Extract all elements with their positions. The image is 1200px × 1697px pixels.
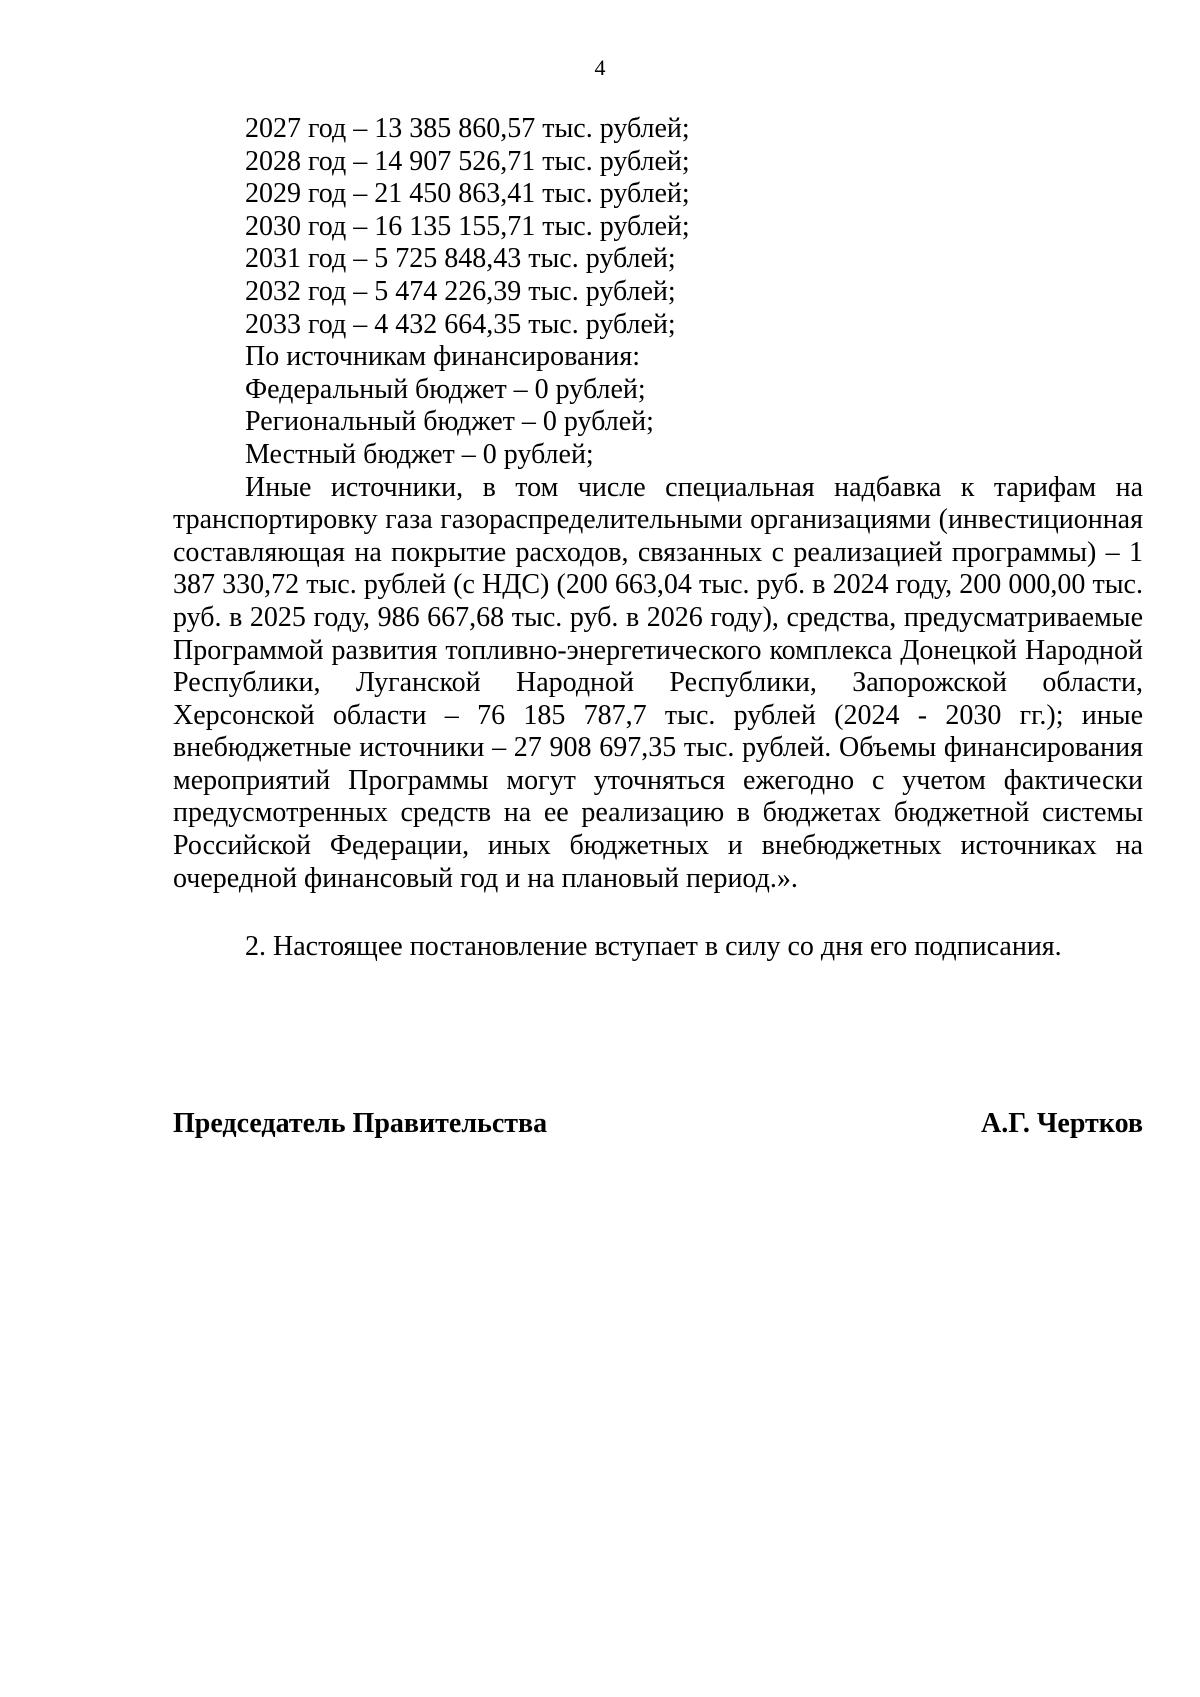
document-body — [173, 113, 1143, 964]
signatory-name: А.Г. Чертков — [981, 1108, 1143, 1139]
funding-year-2033: 2033 год – 4 432 664,35 тыс. рублей; — [245, 308, 676, 340]
source-federal: Федеральный бюджет – 0 рублей; — [245, 373, 646, 405]
page-number: 4 — [594, 55, 606, 80]
source-regional: Региональный бюджет – 0 рублей; — [245, 406, 654, 438]
source-local: Местный бюджет – 0 рублей; — [245, 438, 594, 470]
funding-year-2028: 2028 год – 14 907 526,71 тыс. рублей; — [245, 145, 690, 177]
funding-by-year-list — [173, 113, 1143, 341]
source-other-paragraph: Иные источники, в том числе специальная надбавка к тарифам на транспортировку газа газораспределительными организациями (инвестиционная составляющая на покрытие расходов, связанных с реализацией программы) – 1 387 330,72 тыс. рублей (с НДС) (200 663,04 тыс. руб. в 2024 году, 200 000,00 тыс. руб. в 2025 году, 986 667,68 тыс. руб. в 2026 году), средства, предусматриваемые Программой развития топливно-энергетического комплекса Донецкой Народной Республики, Луганской Народной Республики, Запорожской области, Херсонской области – 76 185 787,7 тыс. рублей (2024 - 2030 гг.); иные внебюджетные источники – 27 908 697,35 тыс. рублей. Объемы финансирования мероприятий Программы могут уточняться ежегодно с учетом фактически предусмотренных средств на ее реализацию в бюджетах бюджетной системы Российской Федерации, иных бюджетных и внебюджетных источниках на очередной финансовый год и на плановый период.». — [173, 471, 1143, 894]
funding-year-2031: 2031 год – 5 725 848,43 тыс. рублей; — [245, 243, 676, 275]
resolution-item-2: 2. Настоящее постановление вступает в силу со дня его подписания. — [245, 931, 1062, 963]
signature-block — [173, 1108, 1143, 1140]
funding-year-2027: 2027 год – 13 385 860,57 тыс. рублей; — [245, 113, 690, 144]
funding-year-2030: 2030 год – 16 135 155,71 тыс. рублей; — [245, 210, 690, 242]
sources-heading: По источникам финансирования: — [245, 341, 640, 373]
signatory-title: Председатель Правительства — [173, 1108, 548, 1139]
funding-year-2029: 2029 год – 21 450 863,41 тыс. рублей; — [245, 178, 690, 210]
funding-year-2032: 2032 год – 5 474 226,39 тыс. рублей; — [245, 275, 676, 307]
